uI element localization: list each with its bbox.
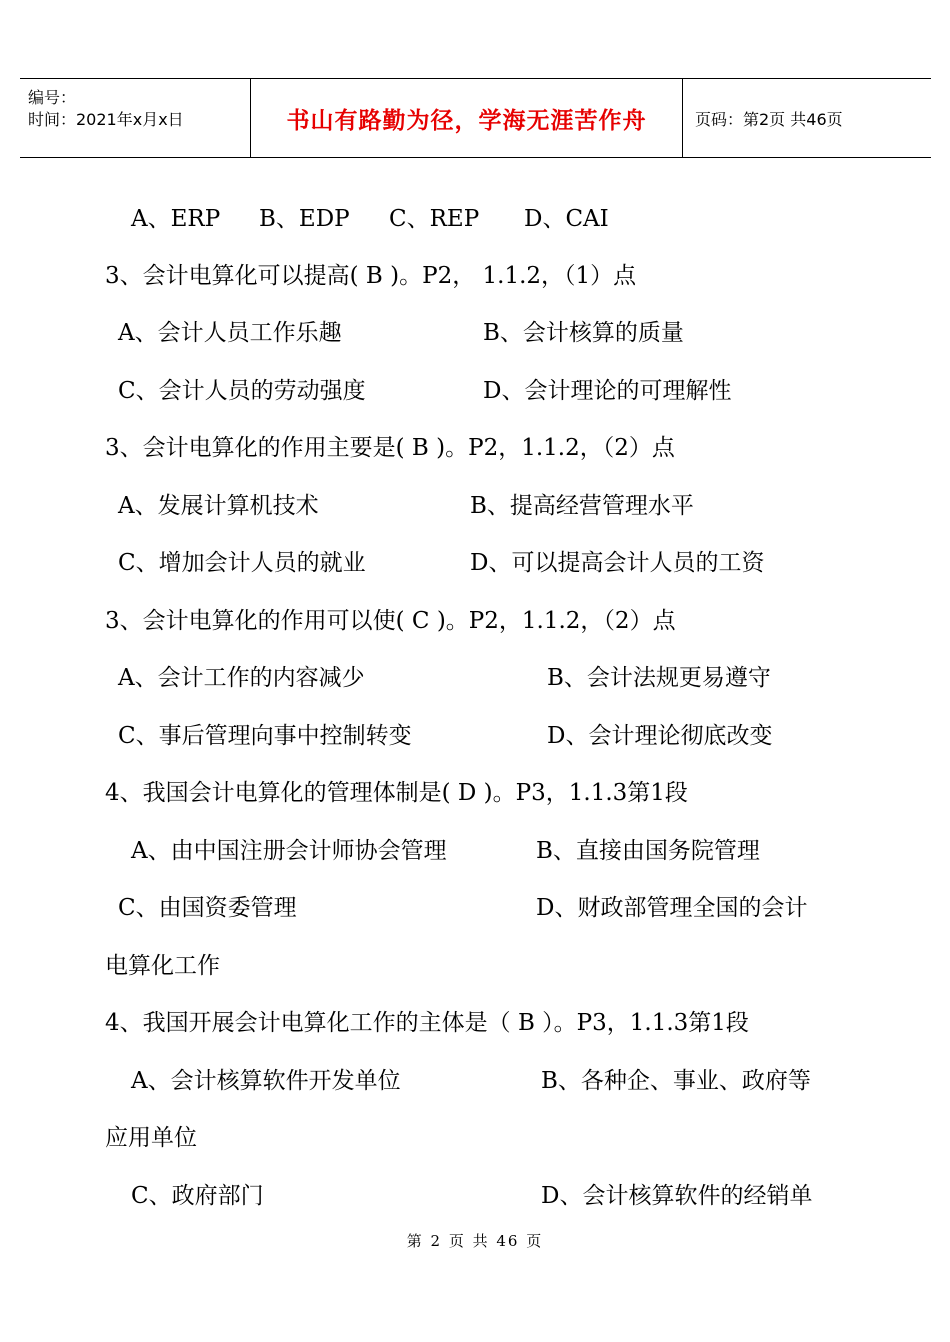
option-b: B、提高经营管理水平: [470, 493, 694, 519]
option-d: D、可以提高会计人员的工资: [470, 550, 765, 576]
question-text: 3、会计电算化可以提高( B )。P2， 1.1.2，（1）点: [105, 263, 637, 289]
option-c: C、REP: [389, 206, 480, 232]
option-a: A、由中国注册会计师协会管理: [131, 838, 447, 864]
page-info: 页码：第2页 共46页: [695, 109, 843, 129]
page-header: [20, 78, 931, 158]
header-motto-cell: [251, 79, 683, 157]
option-b: B、各种企、事业、政府等: [541, 1068, 811, 1094]
option-d: D、会计理论的可理解性: [483, 378, 732, 404]
option-b: B、直接由国务院管理: [536, 838, 760, 864]
question-text: 3、会计电算化的作用可以使( C )。P2，1.1.2，（2）点: [105, 608, 676, 634]
option-c: C、事后管理向事中控制转变: [118, 723, 412, 749]
option-a: A、会计核算软件开发单位: [131, 1068, 401, 1094]
option-d: D、CAI: [524, 206, 609, 232]
option-continuation: 电算化工作: [105, 953, 220, 979]
option-continuation: 应用单位: [105, 1125, 197, 1151]
option-d: D、会计核算软件的经销单: [541, 1183, 813, 1209]
question-text: 4、我国会计电算化的管理体制是( D )。P3，1.1.3第1段: [105, 780, 688, 806]
question-text: 4、我国开展会计电算化工作的主体是（ B ）。P3，1.1.3第1段: [105, 1010, 749, 1036]
option-c: C、由国资委管理: [118, 895, 297, 921]
option-a: A、会计人员工作乐趣: [118, 320, 342, 346]
time-label: 时间：2021年x月x日: [28, 110, 184, 129]
option-d: D、会计理论彻底改变: [547, 723, 773, 749]
option-b: B、EDP: [259, 206, 350, 232]
question-text: 3、会计电算化的作用主要是( B )。P2，1.1.2，（2）点: [105, 435, 675, 461]
option-a: A、ERP: [131, 206, 221, 232]
option-c: C、政府部门: [131, 1183, 264, 1209]
page-footer: 第 2 页 共 46 页: [406, 1232, 544, 1250]
header-page-cell: [683, 79, 931, 157]
option-b: B、会计法规更易遵守: [547, 665, 771, 691]
option-a: A、会计工作的内容减少: [118, 665, 365, 691]
number-label: 编号：: [28, 88, 77, 107]
option-c: C、会计人员的劳动强度: [118, 378, 366, 404]
motto-text: 书山有路勤为径，学海无涯苦作舟: [286, 107, 647, 134]
option-d: D、财政部管理全国的会计: [536, 895, 808, 921]
header-left-cell: [20, 79, 251, 157]
option-b: B、会计核算的质量: [483, 320, 684, 346]
option-c: C、增加会计人员的就业: [118, 550, 366, 576]
option-a: A、发展计算机技术: [118, 493, 319, 519]
